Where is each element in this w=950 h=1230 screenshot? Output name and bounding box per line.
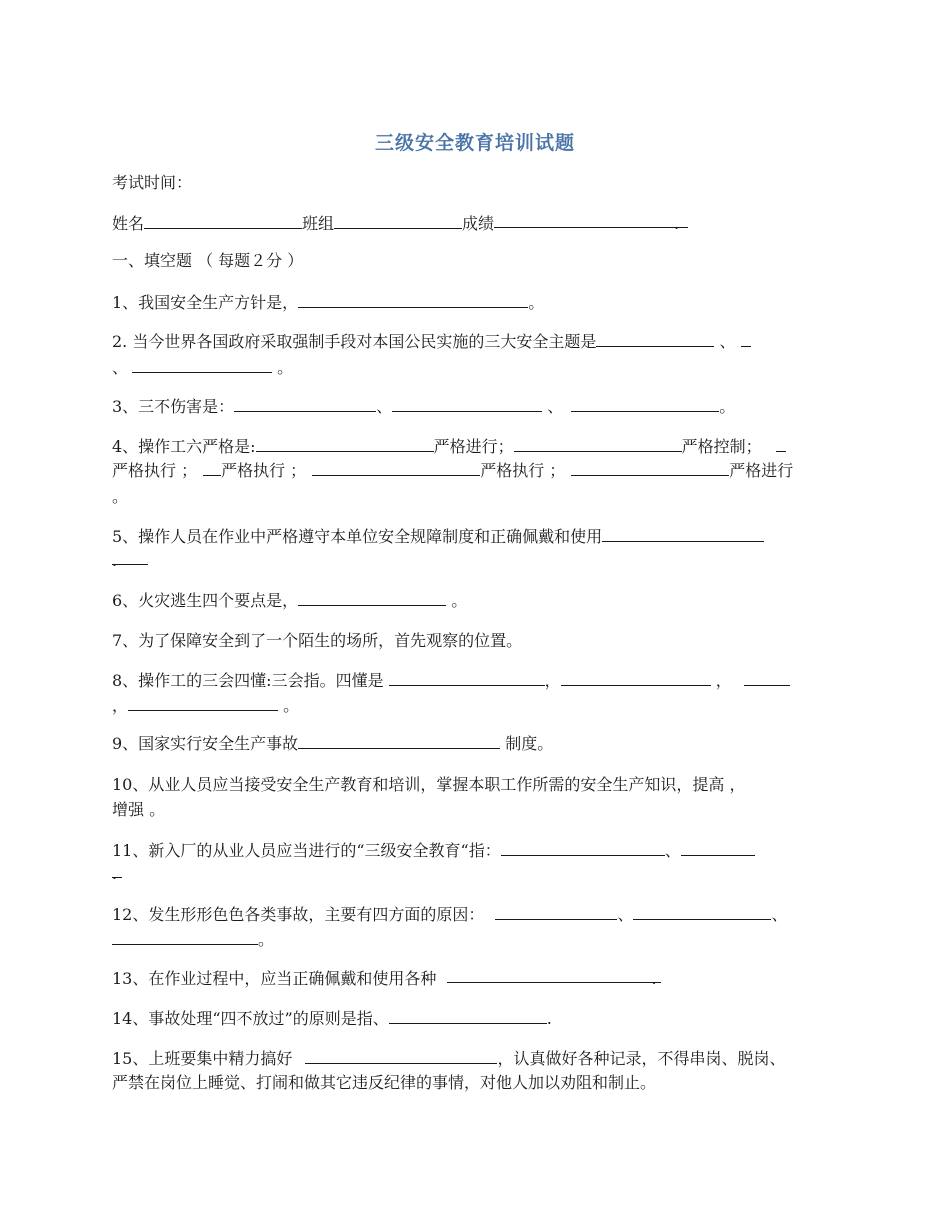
q11-sep-1: 、 <box>664 841 681 860</box>
q5-blank-2[interactable] <box>112 546 148 570</box>
question-15-line-2 <box>112 1068 842 1098</box>
q14-blank[interactable] <box>389 1005 547 1024</box>
q3-sep-1: 、 <box>376 397 393 416</box>
q12-end: 。 <box>258 930 275 949</box>
exam-time-label: 考试时间： <box>112 173 193 192</box>
question-13 <box>112 964 842 994</box>
q4-part-6: 严格进行 <box>729 461 794 480</box>
question-10-line-2 <box>112 795 842 825</box>
q4-blank-2[interactable] <box>514 433 682 452</box>
q8-sep-2: ， <box>710 671 732 690</box>
question-8-line-2 <box>112 691 842 721</box>
q15-blank[interactable] <box>305 1045 497 1064</box>
q11-blank-3[interactable] <box>112 859 122 883</box>
q3-text: 3、三不伤害是： <box>112 397 235 416</box>
q4-part-2: 严格控制； <box>681 437 762 456</box>
score-tail: . <box>674 214 680 233</box>
q1-end: 。 <box>528 293 545 312</box>
q15-part-2: 严禁在岗位上睡觉、打闹和做其它违反纪律的事情，对他人加以劝阻和制止。 <box>112 1073 657 1092</box>
q11-blank-1[interactable] <box>501 837 665 856</box>
q4-blank-1[interactable] <box>256 433 434 452</box>
question-12-line-2 <box>112 925 842 955</box>
q12-blank-3[interactable] <box>112 926 258 945</box>
score-blank[interactable] <box>494 209 688 233</box>
name-blank[interactable] <box>144 210 302 229</box>
question-6 <box>112 586 842 616</box>
q15-text: 15、上班要集中精力搞好 <box>112 1049 298 1068</box>
q4-part-5: 严格执行 ； <box>480 461 566 480</box>
q12-blank-2[interactable] <box>633 901 771 920</box>
q3-end: 。 <box>719 397 736 416</box>
q15-part-1: ，认真做好各种记录，不得串岗、脱岗、 <box>497 1049 786 1068</box>
q14-text: 14、事故处理“四不放过”的原则是指、 <box>112 1009 389 1028</box>
q13-text: 13、在作业过程中，应当正确佩戴和使用各种 <box>112 969 442 988</box>
section-heading <box>112 246 842 276</box>
q7-text: 7、为了保障安全到了一个陌生的场所，首先观察的位置。 <box>112 631 523 650</box>
q6-end: 。 <box>446 591 468 610</box>
student-info-line <box>112 209 842 239</box>
q3-blank-1[interactable] <box>234 393 376 412</box>
q8-blank-3[interactable] <box>744 667 790 686</box>
q6-blank[interactable] <box>298 587 446 606</box>
q11-end: . <box>112 864 118 883</box>
q4-end: 。 <box>112 487 129 506</box>
q12-sep-2: 、 <box>771 905 788 924</box>
q4-blank-3[interactable] <box>776 433 786 452</box>
question-4-line-3 <box>112 482 842 512</box>
q4-blank-6[interactable] <box>571 457 729 476</box>
q9-text: 9、国家实行安全生产事故 <box>112 734 299 753</box>
group-label: 班组 <box>302 214 335 233</box>
q2-end: 。 <box>272 358 294 377</box>
exam-time-line <box>112 168 842 198</box>
q11-text: 11、新入厂的从业人员应当进行的“三级安全教育“指： <box>112 841 501 860</box>
q12-text: 12、发生形形色色各类事故，主要有四方面的原因： <box>112 905 490 924</box>
q12-blank-1[interactable] <box>495 901 617 920</box>
question-2-line-2 <box>112 353 842 383</box>
question-3 <box>112 392 842 422</box>
name-label: 姓名 <box>112 214 145 233</box>
section-one-title: 一、填空题 （ 每题２分 ） <box>112 251 304 270</box>
question-11-line-2 <box>112 859 842 889</box>
q3-sep-2: 、 <box>542 397 564 416</box>
q2-blank-2[interactable] <box>741 328 751 347</box>
q8-end: 。 <box>278 696 300 715</box>
q14-end: . <box>546 1009 552 1028</box>
group-blank[interactable] <box>334 210 462 229</box>
score-label: 成绩 <box>462 214 495 233</box>
question-5-line-2 <box>112 546 842 576</box>
q10-text: 10、从业人员应当接受安全生产教育和培训，掌握本职工作所需的安全生产知识，提高 ， <box>112 775 746 794</box>
q4-text: 4、操作工六严格是: <box>112 437 256 456</box>
q13-end: . <box>651 969 657 988</box>
q8-sep-1: ， <box>544 671 561 690</box>
q9-blank[interactable] <box>298 730 500 749</box>
question-9 <box>112 729 842 759</box>
q13-blank[interactable] <box>447 964 661 988</box>
question-1 <box>112 288 842 318</box>
q8-blank-1[interactable] <box>389 667 545 686</box>
q2-sep-2: 、 <box>112 358 129 377</box>
q4-part-3: 严格执行 ； <box>112 461 198 480</box>
question-7 <box>112 626 842 656</box>
q4-part-1: 严格进行； <box>433 437 514 456</box>
q2-text: 2. 当今世界各国政府采取强制手段对本国公民实施的三大安全主题是 <box>112 332 597 351</box>
q1-blank[interactable] <box>298 289 528 308</box>
question-14 <box>112 1004 842 1034</box>
q2-blank-3[interactable] <box>132 354 272 373</box>
q12-sep-1: 、 <box>617 905 634 924</box>
q9-end: 制度。 <box>500 734 554 753</box>
q8-blank-4[interactable] <box>128 692 278 711</box>
document-title: 三级安全教育培训试题 <box>374 132 575 154</box>
q6-text: 6、火灾逃生四个要点是， <box>112 591 299 610</box>
q5-blank-1[interactable] <box>602 523 764 542</box>
q2-sep-1: 、 <box>714 332 736 351</box>
q11-blank-2[interactable] <box>681 837 755 856</box>
q10-end: 增强 。 <box>112 800 166 819</box>
q8-sep-3: ， <box>112 696 129 715</box>
q4-blank-4[interactable] <box>203 457 221 476</box>
q5-text: 5、操作人员在作业中严格遵守本单位安全规障制度和正确佩戴和使用 <box>112 527 603 546</box>
q8-blank-2[interactable] <box>561 667 711 686</box>
q3-blank-2[interactable] <box>392 393 542 412</box>
q4-blank-5[interactable] <box>312 457 480 476</box>
q2-blank-1[interactable] <box>596 328 714 347</box>
q4-part-4: 严格执行 ； <box>221 461 307 480</box>
q5-end: . <box>112 551 118 570</box>
q3-blank-3[interactable] <box>571 393 719 412</box>
q1-text: 1、我国安全生产方针是， <box>112 293 299 312</box>
q8-text: 8、操作工的三会四懂:三会指。四懂是 <box>112 671 389 690</box>
